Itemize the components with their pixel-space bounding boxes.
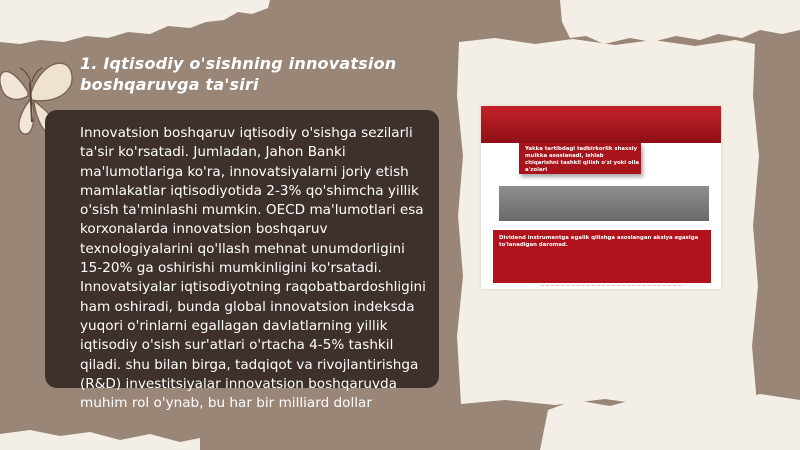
section-heading: 1. Iqtisodiy o'sishning innovatsion boshqaruvga ta'siri (80, 54, 397, 94)
slide-bottom-divider (541, 285, 681, 288)
slide-dividend-text (499, 235, 705, 249)
slide-banner (481, 106, 721, 143)
slide-dividend-bold: Dividend instrumentga egalik qilishga asoslangan aksiya egasiga to'lanadigan daromad. (499, 235, 699, 248)
embedded-slide-image (481, 106, 721, 289)
slide-grey-box (499, 186, 709, 221)
body-paragraph: Innovatsion boshqaruv iqtisodiy o'sishga sezilarli ta'sir ko'rsatadi. Jumladan, Jahon Banki ma'lumotlariga ko'ra, innovatsiyalarni joriy etish mamlakatlar iqtisodiyotida 2-3% qo'shimcha yillik o'sish ta'minlashi mumkin. OECD ma'lumotlari esa korxonalarda innovatsion boshqaruv texnologiyalarini qo'llash mehnat unumdorligini 15-20% ga oshirishi mumkinligini ko'rsatadi. Innovatsiyalar iqtisodiyotning raqobatbardoshligini ham oshiradi, bunda global innovatsion indeksda yuqori o'rinlarni egallagan davlatlarning yillik iqtisodiy o'sish sur'atlari o'rtacha 4-5% tashkil qiladi. shu bilan birga, tadqiqot va rivojlantirishga (R&D) investitsiyalar innovatsion boshqaruvda muhim rol o'ynab, bu har bir milliard dollar (80, 125, 426, 412)
slide-red-callout (519, 143, 641, 174)
slide-callout-text: Yakka tartibdagi tadbirkorlik shaxsiy mulkka asoslanadi, ishlab chiqarishni tashkil qilish o'zi yoki oila a'zolari (525, 146, 640, 173)
slide-dividend-box (493, 230, 711, 283)
